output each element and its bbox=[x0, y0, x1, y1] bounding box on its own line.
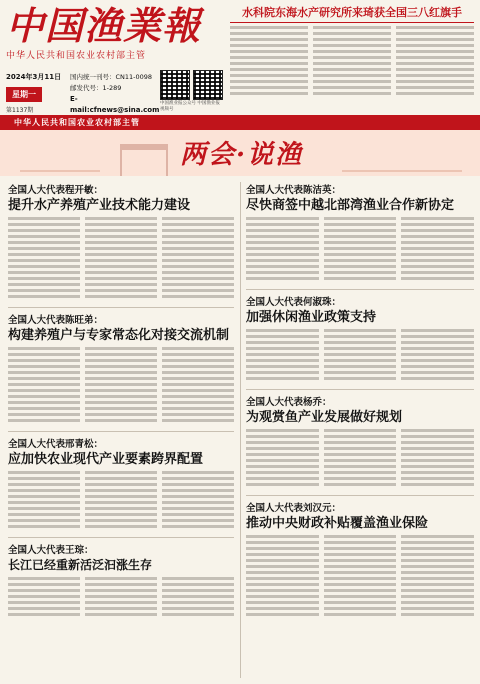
article-kicker: 全国人大代表杨乔： bbox=[246, 397, 332, 408]
article[interactable] bbox=[8, 312, 234, 425]
article-kicker: 全国人大代表王琮： bbox=[8, 545, 94, 556]
issue-date: 2024年3月11日 bbox=[6, 73, 62, 81]
divider bbox=[246, 389, 474, 390]
divider bbox=[8, 307, 234, 308]
two-sessions-banner bbox=[0, 130, 480, 176]
contact-email[interactable]: E-mail:cfnews@sina.com bbox=[70, 95, 160, 114]
banner-title: 两会·说渔 bbox=[180, 140, 304, 170]
article-headline[interactable]: 尽快商签中越北部湾渔业合作新协定 bbox=[246, 198, 455, 213]
divider bbox=[246, 289, 474, 290]
weekday-badge: 星期一 bbox=[6, 87, 42, 102]
issue-date-box bbox=[6, 72, 66, 112]
article-kicker: 全国人大代表程开敏： bbox=[8, 185, 104, 196]
article-headline[interactable]: 提升水产养殖产业技术能力建设 bbox=[8, 198, 191, 213]
red-band-text: 中华人民共和国农业农村部主管 bbox=[14, 118, 140, 127]
article-body bbox=[246, 535, 474, 619]
article-kicker: 全国人大代表陈洁英： bbox=[246, 185, 342, 196]
article-body bbox=[8, 347, 234, 425]
masthead bbox=[6, 3, 224, 66]
article-headline[interactable]: 长江已经重新活泛汩涨生存 bbox=[8, 558, 153, 572]
masthead-title: 中国渔業報 bbox=[6, 3, 202, 48]
article-kicker: 全国人大代表陈旺弟： bbox=[8, 315, 104, 326]
article-body bbox=[246, 217, 474, 283]
publication-meta bbox=[70, 72, 158, 116]
article[interactable] bbox=[8, 542, 234, 619]
article-headline[interactable]: 应加快农业现代产业要素跨界配置 bbox=[8, 452, 204, 467]
postal-code: 邮发代号：1-289 bbox=[70, 84, 122, 92]
article[interactable] bbox=[246, 182, 474, 283]
banner-wave-decoration bbox=[342, 136, 462, 172]
qr-code-icon[interactable] bbox=[193, 70, 223, 100]
article-body bbox=[8, 471, 234, 531]
issue-number: 第1137期 bbox=[6, 107, 34, 114]
article[interactable] bbox=[8, 436, 234, 531]
column-divider bbox=[240, 182, 241, 678]
article-headline[interactable]: 推动中央财政补贴覆盖渔业保险 bbox=[246, 516, 429, 531]
article-headline[interactable]: 加强休闲渔业政策支持 bbox=[246, 310, 377, 325]
article-body bbox=[8, 577, 234, 619]
right-column bbox=[246, 182, 474, 625]
top-article[interactable] bbox=[230, 4, 474, 112]
qr-code-icon[interactable] bbox=[160, 70, 190, 100]
qr-caption: 中国渔业报公众号 中国渔业报视频号 bbox=[160, 101, 220, 112]
article-kicker: 全国人大代表邢青松： bbox=[8, 439, 104, 450]
divider bbox=[246, 495, 474, 496]
left-column bbox=[8, 182, 234, 625]
article[interactable] bbox=[8, 182, 234, 301]
article-body bbox=[246, 429, 474, 489]
article-kicker: 全国人大代表刘汉元： bbox=[246, 503, 342, 514]
article-body bbox=[246, 329, 474, 383]
divider bbox=[8, 431, 234, 432]
masthead-subtitle: 中华人民共和国农业农村部主管 bbox=[6, 51, 147, 61]
top-article-body bbox=[230, 26, 474, 98]
cn-number: 国内统一刊号：CN11-0098 bbox=[70, 73, 153, 81]
great-hall-icon bbox=[120, 144, 168, 176]
article[interactable] bbox=[246, 394, 474, 489]
qr-codes bbox=[160, 70, 224, 104]
article-headline[interactable]: 为观赏鱼产业发展做好规划 bbox=[246, 410, 403, 425]
banner-wave-decoration bbox=[20, 136, 100, 172]
article-body bbox=[8, 217, 234, 301]
article[interactable] bbox=[246, 294, 474, 383]
red-band bbox=[0, 115, 480, 130]
article-headline[interactable]: 构建养殖户与专家常态化对接交流机制 bbox=[8, 328, 230, 343]
article[interactable] bbox=[246, 500, 474, 619]
divider bbox=[8, 537, 234, 538]
top-article-headline[interactable]: 水科院东海水产研究所来琦获全国三八红旗手 bbox=[230, 4, 474, 23]
article-kicker: 全国人大代表何淑珠： bbox=[246, 297, 342, 308]
